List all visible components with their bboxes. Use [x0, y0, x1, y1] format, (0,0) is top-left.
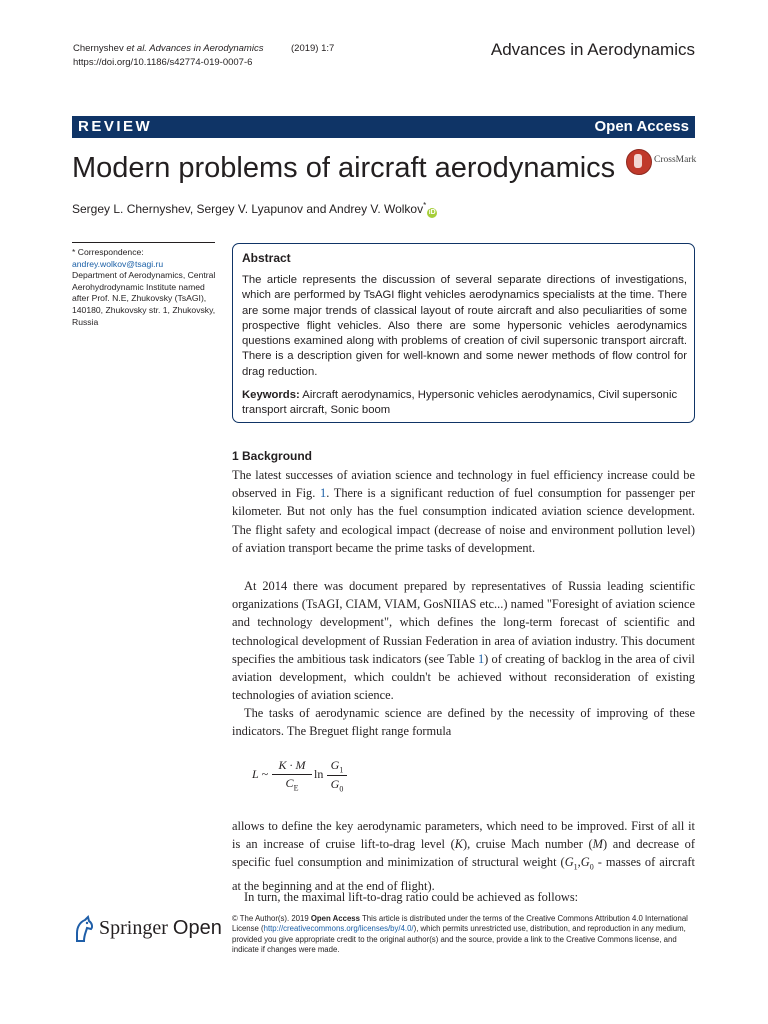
correspondence-email[interactable]: andrey.wolkov@tsagi.ru: [72, 258, 164, 269]
journal-name: Advances in Aerodynamics: [490, 40, 695, 59]
formula-lhs: L ~: [252, 767, 268, 781]
license-text: [232, 914, 695, 956]
correspondence-label: * Correspondence:: [72, 247, 144, 257]
p4-text-a: allows to define the key aerodynamic parameters, which need to be improved. First of all it is an increase of cruise lift-to-drag level (: [232, 819, 695, 852]
breguet-formula: [252, 758, 372, 802]
corresponding-mark: *: [423, 201, 427, 210]
orcid-icon[interactable]: iD: [428, 209, 436, 216]
p4-symbol-k: K: [454, 837, 463, 852]
paragraph-1: [232, 466, 695, 557]
p4-comma: ,: [577, 855, 581, 870]
crossmark-button[interactable]: [626, 149, 698, 175]
correspondence-sidebar: [72, 247, 218, 328]
abstract-text: The article represents the discussion of several separate directions of investigations, which are performed by TsAGI flight vehicles aerodynamics specialists at the time. There are some major trends of classical layout of route aircraft and also peculiarities of some prospective flight vehicles. Also there are some hypersonic vehicles aerodynamics questions examined along with problems of creation of civil supersonic transport aircraft. There is a description given for well-known and some newer methods of flow control for drag reduction.: [242, 274, 687, 378]
formula-num-2: [327, 758, 347, 776]
p4-sub-1: 1: [573, 862, 578, 872]
formula-den-1-sub: E: [293, 783, 299, 793]
formula-fraction-2: [327, 758, 347, 794]
author-list: [72, 201, 437, 218]
license-text-a: © The Author(s). 2019: [232, 914, 311, 923]
formula-ln: ln: [314, 767, 324, 781]
formula-num-1: K · M: [272, 758, 312, 775]
authors-text: Sergey L. Chernyshev, Sergey V. Lyapunov and Andrey V. Wolkov: [72, 202, 424, 216]
citation-year: (2019) 1:7: [291, 43, 335, 54]
p4-sub-0: 0: [589, 862, 594, 872]
formula-fraction-1: [272, 758, 312, 792]
p1-text-a: The latest successes of aviation science and technology in fuel efficiency increase could be observed in Fig.: [232, 468, 695, 501]
formula-den-2-sub: 0: [339, 784, 344, 794]
formula-den-2-base: G: [330, 777, 340, 792]
springer-horse-icon: [72, 915, 96, 943]
formula-den-1: [272, 775, 312, 792]
springer-open-wordmark: [99, 917, 222, 940]
license-text-b: This article is distributed under the terms of the Creative Commons Attribution 4.0 International License (: [232, 914, 688, 934]
paragraph-2: [232, 577, 695, 704]
p4-symbol-g0: G: [580, 855, 590, 870]
figure-link[interactable]: 1: [320, 486, 327, 501]
p4-symbol-g1: G: [564, 855, 574, 870]
abstract-heading: Abstract: [242, 251, 291, 265]
formula-den-2: [327, 776, 347, 793]
p2-text-b: ) of creating of backlog in the area of civil aviation development, which couldn't be achieved without reconsideration of existing technologies of aviation science.: [232, 651, 695, 703]
license-link[interactable]: http://creativecommons.org/licenses/by/4.0/: [263, 924, 414, 934]
open-wordmark: Open: [172, 917, 222, 939]
article-type-label: REVIEW: [78, 118, 153, 135]
affiliation-text: Department of Aerodynamics, Central Aerohydrodynamic Institute named after Prof. N.E, Zhukovsky (TsAGI), 140180, Zhukovsky str. 1, Zhukovsky, Russia: [72, 270, 216, 327]
license-open-access: Open Access: [310, 914, 360, 923]
crossmark-icon: [626, 149, 652, 175]
citation-authors: Chernyshev: [73, 43, 124, 54]
article-type-banner: [72, 116, 695, 138]
keywords-label: Keywords:: [242, 389, 300, 401]
doi-link[interactable]: https://doi.org/10.1186/s42774-019-0007-6: [73, 57, 253, 68]
p4-text-c: ) and decrease of specific fuel consumption and minimization of structural weight (: [232, 837, 695, 870]
keywords-text: Aircraft aerodynamics, Hypersonic vehicles aerodynamics, Civil supersonic transport aircraft, Sonic boom: [242, 389, 678, 417]
keywords: [242, 388, 687, 419]
sidebar-divider: [72, 242, 215, 243]
section-heading: 1 Background: [232, 449, 313, 463]
table-link[interactable]: 1: [477, 651, 485, 666]
abstract-box: [232, 243, 695, 423]
paragraph-5: In turn, the maximal lift-to-drag ratio could be achieved as follows:: [244, 890, 579, 904]
article-title: Modern problems of aircraft aerodynamics: [72, 152, 616, 184]
formula-den-1-base: C: [285, 776, 294, 790]
paragraph-4: [232, 817, 695, 895]
citation-journal: et al. Advances in Aerodynamics: [126, 43, 264, 54]
p4-symbol-m: M: [592, 837, 603, 852]
p4-text-d: - masses of aircraft at the beginning and at the end of flight).: [232, 855, 695, 894]
open-access-label: Open Access: [594, 118, 689, 135]
crossmark-label: CrossMark: [654, 155, 697, 165]
springer-wordmark: Springer: [99, 917, 168, 939]
formula-num-2-sub: 1: [339, 765, 344, 775]
formula-num-2-base: G: [330, 758, 340, 772]
p4-text-b: ), cruise Mach number (: [462, 837, 593, 852]
paragraph-3: The tasks of aerodynamic science are defined by the necessity of improving of these indicators. The Breguet flight range formula: [232, 706, 695, 739]
p2-text-a: At 2014 there was document prepared by representatives of Russia leading scientific organizations (TsAGI, CIAM, VIAM, GosNIIAS etc...) named "Foresight of aviation science and technology development", which defines the long-term forecast of scientific and technological development of Russian Federation in area of aviation industry. This document specifies the ambitious task indicators (see Table: [232, 579, 695, 666]
citation-header: [73, 42, 335, 70]
p1-text-b: . There is a significant reduction of fuel consumption for passenger per kilometer. But not only has the fuel consumption indicated aviation science development. The flight safety and ecological impact (decrease of noise and environment pollution level) of aviation transport became the prime tasks of development.: [232, 486, 696, 555]
license-text-c: ), which permits unrestricted use, distribution, and reproduction in any medium, provided you give appropriate credit to the original author(s) and the source, provide a link to the Creative Commons license, and indicate if changes were made.: [232, 924, 686, 955]
springer-open-logo: [72, 912, 222, 952]
